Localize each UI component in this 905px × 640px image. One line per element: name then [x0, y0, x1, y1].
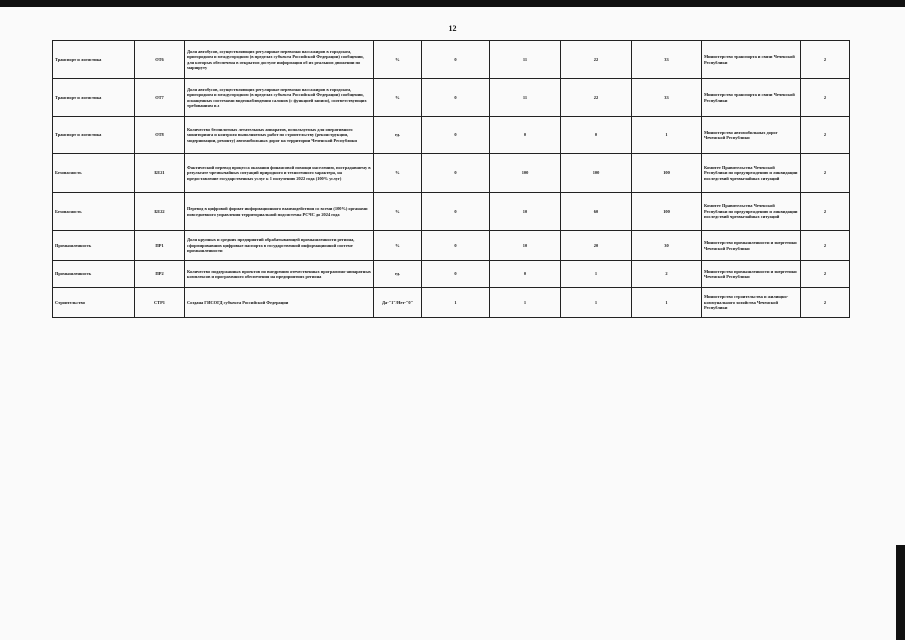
ministry-cell: Министерство транспорта и связи Чеченской Республики	[702, 79, 801, 117]
page-number: 12	[448, 24, 457, 33]
unit-cell: ед.	[374, 261, 422, 288]
value-cell-1: 0	[422, 117, 490, 154]
code-cell: СТР1	[135, 288, 185, 318]
value-cell-4: 2	[632, 261, 702, 288]
description-cell: Создана ГИСОГД субъекта Российской Федерации	[185, 288, 374, 318]
ministry-cell: Министерство автомобильных дорог Чеченской Республики	[702, 117, 801, 154]
unit-cell: Да-"1"/Нет-"0"	[374, 288, 422, 318]
last-cell: 2	[801, 288, 850, 318]
unit-cell: %	[374, 193, 422, 231]
code-cell: ПР1	[135, 231, 185, 261]
sector-cell: Промышленность	[53, 261, 135, 288]
value-cell-2: 11	[490, 41, 561, 79]
value-cell-1: 0	[422, 231, 490, 261]
sector-cell: Промышленность	[53, 231, 135, 261]
description-cell: Доля автобусов, осуществляющих регулярные перевозки пассажиров в городском, пригородном и междугородном (в пределах субъекта Российской Федерации) сообщении, оснащенных системами видеонаблюдения салонов (с функцией записи), соответствующих требованиям п.з	[185, 79, 374, 117]
last-cell: 2	[801, 79, 850, 117]
description-cell: Перевод в цифровой формат информационного взаимодействия со всеми (100%) органами повседневного управления территориальной подсистемы РСЧС до 2024 года	[185, 193, 374, 231]
value-cell-1: 0	[422, 193, 490, 231]
top-scan-border	[0, 0, 905, 7]
code-cell: ПР2	[135, 261, 185, 288]
indicators-table	[52, 40, 850, 318]
description-cell: Доля автобусов, осуществляющих регулярные перевозки пассажиров в городском, пригородном и междугородном (в пределах субъекта Российской Федерации) сообщении, для которых обеспечена в открытом доступе информация об их реальном движении по маршруту	[185, 41, 374, 79]
table-row	[53, 193, 850, 231]
unit-cell: ед.	[374, 117, 422, 154]
value-cell-1: 0	[422, 261, 490, 288]
code-cell: ОТ8	[135, 117, 185, 154]
value-cell-4: 30	[632, 231, 702, 261]
ministry-cell: Комитет Правительства Чеченской Республики по предупреждению и ликвидации последствий чрезвычайных ситуаций	[702, 193, 801, 231]
value-cell-2: 11	[490, 79, 561, 117]
value-cell-2: 100	[490, 154, 561, 193]
sector-cell: Транспорт и логистика	[53, 79, 135, 117]
value-cell-3: 0	[561, 117, 632, 154]
sector-cell: Строительство	[53, 288, 135, 318]
last-cell: 2	[801, 154, 850, 193]
code-cell: ОТ7	[135, 79, 185, 117]
unit-cell: %	[374, 231, 422, 261]
value-cell-3: 60	[561, 193, 632, 231]
value-cell-3: 22	[561, 79, 632, 117]
value-cell-4: 100	[632, 193, 702, 231]
description-cell: Доля крупных и средних предприятий обрабатывающей промышленности региона, сформировавших цифровые паспорта в государственной информационной системе промышленности	[185, 231, 374, 261]
value-cell-1: 0	[422, 154, 490, 193]
unit-cell: %	[374, 79, 422, 117]
last-cell: 2	[801, 117, 850, 154]
code-cell: ОТ6	[135, 41, 185, 79]
value-cell-2: 0	[490, 261, 561, 288]
unit-cell: %	[374, 154, 422, 193]
value-cell-3: 1	[561, 288, 632, 318]
value-cell-4: 33	[632, 79, 702, 117]
code-cell: БЕ22	[135, 193, 185, 231]
ministry-cell: Министерство строительства и жилищно-коммунального хозяйства Чеченской Республики	[702, 288, 801, 318]
description-cell: Фактический перевод процесса оказания финансовой помощи населению, пострадавшему в результате чрезвычайных ситуаций природного и техногенного характера, на предоставление государственных услуг к 1 получению 2022 года (100% услуг)	[185, 154, 374, 193]
value-cell-2: 10	[490, 193, 561, 231]
table-row	[53, 79, 850, 117]
value-cell-3: 100	[561, 154, 632, 193]
description-cell: Количество беспилотных летательных аппаратов, используемых для оперативного мониторинга и контроля выполняемых работ по строительству (реконструкции, модернизации, ремонту) автомобильных дорог на территории Чеченской Республики	[185, 117, 374, 154]
sector-cell: Транспорт и логистика	[53, 41, 135, 79]
value-cell-1: 1	[422, 288, 490, 318]
table-row	[53, 117, 850, 154]
table-row	[53, 231, 850, 261]
value-cell-4: 100	[632, 154, 702, 193]
value-cell-4: 1	[632, 288, 702, 318]
code-cell: БЕ21	[135, 154, 185, 193]
sector-cell: Безопасность	[53, 193, 135, 231]
last-cell: 2	[801, 193, 850, 231]
last-cell: 2	[801, 261, 850, 288]
last-cell: 2	[801, 231, 850, 261]
sector-cell: Безопасность	[53, 154, 135, 193]
value-cell-4: 33	[632, 41, 702, 79]
table-row	[53, 154, 850, 193]
description-cell: Количество поддержанных проектов по внедрению отечественных программно-аппаратных комплексов и программного обеспечения на предприятиях региона	[185, 261, 374, 288]
last-cell: 2	[801, 41, 850, 79]
ministry-cell: Комитет Правительства Чеченской Республики по предупреждению и ликвидации последствий чрезвычайных ситуаций	[702, 154, 801, 193]
table-row	[53, 41, 850, 79]
ministry-cell: Министерство транспорта и связи Чеченской Республики	[702, 41, 801, 79]
value-cell-3: 1	[561, 261, 632, 288]
unit-cell: %	[374, 41, 422, 79]
value-cell-2: 0	[490, 117, 561, 154]
right-scan-edge	[896, 545, 905, 640]
value-cell-2: 1	[490, 288, 561, 318]
table-row	[53, 261, 850, 288]
value-cell-4: 1	[632, 117, 702, 154]
table-row	[53, 288, 850, 318]
sector-cell: Транспорт и логистика	[53, 117, 135, 154]
value-cell-1: 0	[422, 79, 490, 117]
value-cell-3: 20	[561, 231, 632, 261]
value-cell-1: 0	[422, 41, 490, 79]
ministry-cell: Министерство промышленности и энергетики Чеченской Республики	[702, 261, 801, 288]
ministry-cell: Министерство промышленности и энергетики Чеченской Республики	[702, 231, 801, 261]
value-cell-3: 22	[561, 41, 632, 79]
value-cell-2: 10	[490, 231, 561, 261]
